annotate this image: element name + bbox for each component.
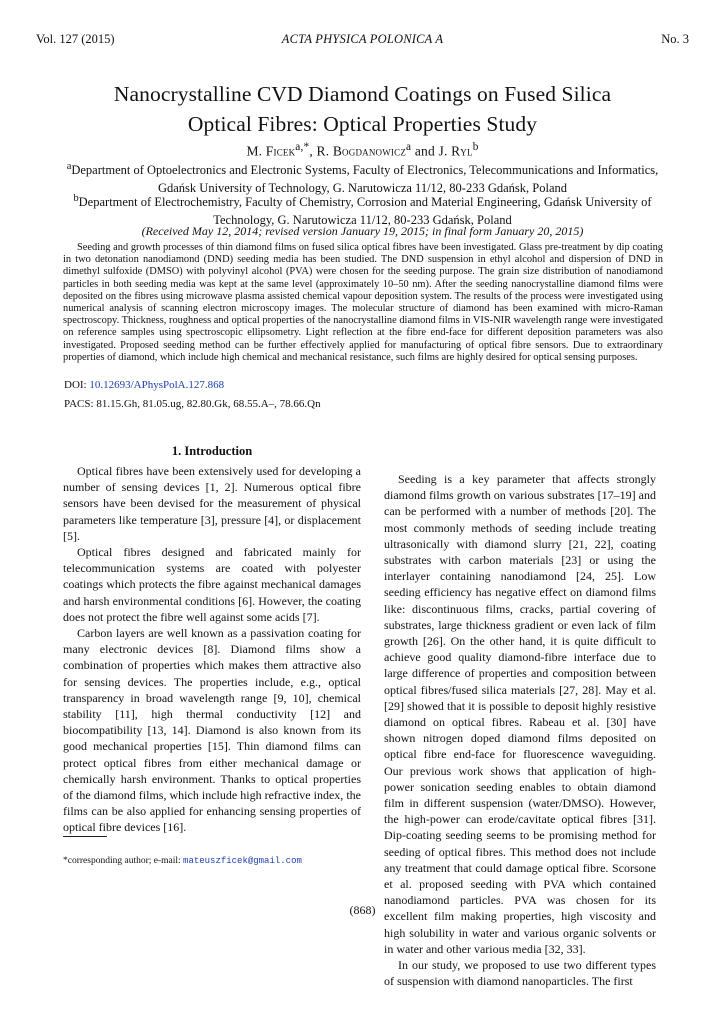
- paper-title-line-1: Nanocrystalline CVD Diamond Coatings on Fused Silica: [113, 82, 612, 106]
- affiliation-a-marker: a: [66, 161, 72, 172]
- pacs-codes: PACS: 81.15.Gh, 81.05.ug, 82.80.Gk, 68.55.A–, 78.66.Qn: [64, 398, 321, 410]
- abstract: [63, 242, 663, 364]
- header-issue-number: No. 3: [661, 32, 689, 46]
- author-list: [0, 141, 725, 160]
- author-and: and: [411, 143, 439, 159]
- affiliation-b-text: Department of Electrochemistry, Faculty of Chemistry, Corrosion and Material Engineering, Gdańsk University of Technology, G. Narutowicza 11/12, 80-233 Gdańsk, Poland: [78, 195, 652, 228]
- author-ficek: M. Ficek: [246, 143, 296, 159]
- author-ficek-affiliation: a,*: [295, 141, 310, 153]
- left-column: [63, 463, 361, 836]
- paragraph: In our study, we proposed to use two different types of suspension with diamond nanoparticles. The first: [384, 958, 656, 989]
- doi-line: [64, 379, 224, 391]
- footnote-divider: [63, 836, 107, 837]
- affiliation-b-marker: b: [73, 193, 79, 204]
- abstract-text: Seeding and growth processes of thin diamond films on fused silica optical fibres have been investigated. Glass pre-treatment by dip coating in two detonation nanodiamond (DND) seeding media has been studied. The DND suspension in ethyl alcohol and dispersion of DND in dimethyl sulfoxide (DMSO) with polyvinyl alcohol (PVA) were chosen for the seeding purpose. The grain size distribution of nanodiamond particles in both seeding media was kept at the same level (approximately 10–50 nm). After the seeding nanocrystalline diamond films were deposited on the fibres using microwave plasma assisted chemical vapour deposition system. The results of the process were investigated using numerical analysis of scanning electron microscopy images. The molecular structure of diamond has been examined with micro-Raman spectroscopy. Thickness, roughness and optical properties of the nanocrystalline diamond films in VIS-NIR wavelength range were investigated on reference samples using spectroscopic ellipsometry. Light reflection at the fibre end-face for different deposition parameters was also investigated. Proposed seeding method can be further effectively applied for manufacturing of optical fibre sensors. Due to extraordinary properties of diamond, which include high chemical and mechanical resistance, such films are highly desired for optical sensing purposes.: [63, 242, 663, 363]
- paragraph: Carbon layers are well known as a passivation coating for many electronic devices [8]. Diamond films show a combination of properties which makes them attractive also for sensing devices. The properties include, e.g., optical transparency in broad wavelength range [9, 10], chemical stability [11], high thermal conductivity [12] and biocompatibility [13, 14]. Diamond is also known from its good mechanical properties [15]. Thin diamond films can protect optical fibres from either mechanical damage or chemically harsh environment. Thanks to optical properties of the diamond films, which include high refractive index, the films can be also applied for enhancing sensing properties of optical fibre devices [16].: [63, 626, 361, 835]
- author-bogdanowicz-affiliation: a: [406, 141, 412, 153]
- author-bogdanowicz: R. Bogdanowicz: [316, 143, 407, 159]
- paragraph: Optical fibres have been extensively used for developing a number of sensing devices [1, 2]. Numerous optical fibre sensors have been devised for the measurement of physical parameters like temperature [3], pressure [4], or displacement [5].: [63, 464, 361, 543]
- paragraph: Optical fibres designed and fabricated mainly for telecommunication systems are coated with polyester coatings which protects the fibre against mechanical damages and harsh environmental conditions [6]. However, the coating does not protect the fibre well against some acids [7].: [63, 545, 361, 624]
- author-separator: ,: [309, 143, 317, 159]
- paper-title-line-2: Optical Fibres: Optical Properties Study: [187, 112, 538, 136]
- author-ryl: J. Ryl: [438, 143, 473, 159]
- section-heading-introduction: 1. Introduction: [171, 444, 253, 458]
- affiliation-a-text: Department of Optoelectronics and Electronic Systems, Faculty of Electronics, Telecommunications and Informatics, Gdańsk University of Technology, G. Narutowicza 11/12, 80-233 Gdańsk, Poland: [71, 163, 659, 196]
- received-dates: (Received May 12, 2014; revised version January 19, 2015; in final form January 20, 2015): [141, 224, 584, 238]
- footnote: [63, 856, 302, 866]
- footnote-email-link[interactable]: mateuszficek@gmail.com: [183, 856, 302, 866]
- doi-link[interactable]: 10.12693/APhysPolA.127.868: [89, 379, 225, 391]
- paragraph: Seeding is a key parameter that affects strongly diamond films growth on various substrates [17–19] and can be performed with a number of methods [20]. The most commonly methods of seeding include treating ultrasonically with diamond slurry [21, 22], coating substrates with carbon materials [23] or using the interlayer containing nanodiamond [24, 25]. Low seeding efficiency has negative effect on diamond films like: discontinuous films, cracks, partial covering of substrates, large thickness gradient or even lack of film growth [26]. On the other hand, it is quite difficult to achieve good quality diamond-fibre interface due to large difference of properties and composition between optical fibres/fused silica materials [27, 28]. May et al. [29] showed that it is possible to deposit highly resistive diamond on optical fibres. Rabeau et al. [30] have shown nitrogen doped diamond films deposited on optical fibre end-face for fluorescence waveguiding. Our previous work shows that application of high-power sonication seeding enables to obtain diamond film in different suspension (water/DMSO). However, the high-power can erode/cavitate optical fibres [31]. Dip-coating seeding seems to be promising method for seeding of optical fibres. This method does not include any treatment that could damage optical fibre. Scorsone et al. proposed seeding with PVA which contained nanodiamond particles. PVA was chosen for its excellent film making properties, high viscosity and high solubility in water and various organic solvents or in water and other various media [32, 33].: [384, 472, 656, 956]
- header-journal: ACTA PHYSICA POLONICA A: [281, 32, 444, 46]
- header-volume: Vol. 127 (2015): [36, 32, 115, 46]
- author-ryl-affiliation: b: [472, 141, 479, 153]
- page-number: (868): [349, 903, 376, 917]
- footnote-label: *corresponding author; e-mail:: [63, 856, 184, 866]
- doi-label: DOI:: [64, 379, 90, 391]
